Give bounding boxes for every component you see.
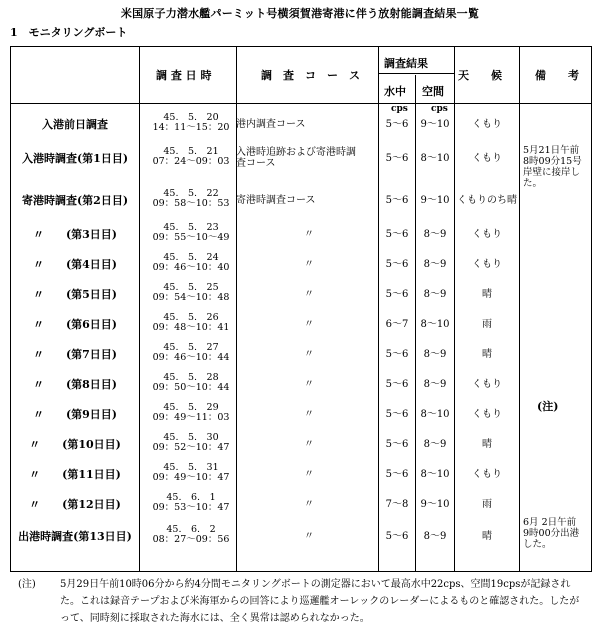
row-time-range: 09：49～10：47 — [152, 472, 230, 483]
remark-line: た。 — [523, 178, 543, 189]
row-water-cps: 5～6 — [385, 229, 409, 240]
header-rule — [378, 73, 454, 74]
header-course: 調 査 コ ー ス — [261, 69, 360, 82]
row-time-range: 09：50～10：44 — [152, 382, 230, 393]
row-weather: 晴 — [482, 349, 492, 360]
row-air-cps: 8～10 — [420, 153, 450, 164]
row-course: 〃 — [304, 469, 314, 480]
row-course: 〃 — [304, 439, 314, 450]
remark-line: 9時00分出港 — [523, 528, 580, 539]
row-weather: くもり — [472, 259, 502, 270]
row-date: 45. 5. 23 — [163, 222, 219, 233]
header-water: 水中 — [384, 85, 406, 98]
row-water-cps: 5～6 — [385, 349, 409, 360]
row-date: 45. 5. 27 — [163, 342, 219, 353]
row-time-range: 09：55～10～49 — [152, 232, 230, 243]
row-time-range: 08：27～09：56 — [152, 534, 230, 545]
row-weather: 晴 — [482, 531, 492, 542]
row-date: 45. 5. 25 — [163, 282, 219, 293]
remark-line: した。 — [523, 539, 552, 550]
column-rule — [519, 47, 520, 571]
row-date: 45. 5. 26 — [163, 312, 219, 323]
row-weather: くもり — [472, 409, 502, 420]
row-time-range: 09：49～11：03 — [152, 412, 230, 423]
row-air-cps: 8～10 — [420, 469, 450, 480]
row-water-cps: 5～6 — [385, 119, 409, 130]
row-weather: くもり — [472, 379, 502, 390]
row-date: 45. 5. 31 — [163, 462, 219, 473]
header-remarks: 備 考 — [535, 69, 579, 82]
header-date: 調 査 日 時 — [156, 69, 212, 82]
document-title: 米国原子力潜水艦パーミット号横須賀港寄港に伴う放射能調査結果一覧 — [120, 7, 480, 20]
remark-berthing — [523, 145, 582, 189]
row-air-cps: 8～9 — [423, 259, 447, 270]
row-survey-name: 〃 (第12日目) — [29, 498, 121, 511]
row-survey-name: 〃 (第6日目) — [32, 318, 118, 331]
row-time-range: 07：24～09：03 — [152, 156, 230, 167]
remark-line: 8時09分15号 — [523, 156, 582, 167]
unit-air: cps — [431, 104, 448, 114]
row-water-cps: 7～8 — [385, 499, 409, 510]
row-water-cps: 5～6 — [385, 289, 409, 300]
row-date: 45. 5. 29 — [163, 402, 219, 413]
row-course: 〃 — [304, 409, 314, 420]
row-course: 〃 — [304, 319, 314, 330]
row-survey-name: 〃 (第8日目) — [32, 378, 118, 391]
section-heading: 1 モニタリングボート — [10, 26, 128, 39]
remark-note-ref: (注) — [537, 400, 559, 413]
row-survey-name: 〃 (第5日目) — [32, 288, 118, 301]
row-course-cont: 査コース — [236, 158, 276, 169]
header-air: 空間 — [422, 85, 444, 98]
row-time-range: 09：58～10：53 — [152, 198, 230, 209]
row-survey-name: 出港時調査(第13日目) — [18, 530, 132, 543]
header-weather: 天 候 — [458, 69, 502, 82]
remark-line: 5月21日午前 — [523, 145, 580, 156]
row-survey-name: 〃 (第11日目) — [29, 468, 121, 481]
header-results: 調査結果 — [384, 57, 428, 70]
row-time-range: 14：11～15：20 — [152, 122, 230, 133]
row-air-cps: 9～10 — [420, 195, 450, 206]
row-date: 45. 6. 2 — [166, 524, 216, 535]
footnote-text: 5月29日午前10時06分から約4分間モニタリングボートの測定器において最高水中22cps、空間19cpsが記録された。これは録音テープおよび米海軍からの回答により巡邏艦オーレックのレーダーによるものと確認された。したがって、同時刻に採取された海水には、全く異常は認められなかった。 — [60, 579, 580, 624]
row-air-cps: 8～9 — [423, 349, 447, 360]
footnote — [18, 576, 588, 627]
row-survey-name: 〃 (第9日目) — [32, 408, 118, 421]
row-water-cps: 5～6 — [385, 531, 409, 542]
row-survey-name: 〃 (第7日目) — [32, 348, 118, 361]
row-air-cps: 8～9 — [423, 289, 447, 300]
row-course: 〃 — [304, 229, 314, 240]
row-air-cps: 8～9 — [423, 229, 447, 240]
row-water-cps: 5～6 — [385, 259, 409, 270]
row-time-range: 09：46～10：44 — [152, 352, 230, 363]
row-air-cps: 9～10 — [420, 499, 450, 510]
unit-water: cps — [391, 104, 408, 114]
row-course: 〃 — [304, 289, 314, 300]
row-date: 45. 5. 20 — [163, 112, 219, 123]
row-air-cps: 8～10 — [420, 409, 450, 420]
row-weather: 雨 — [482, 499, 492, 510]
row-water-cps: 5～6 — [385, 153, 409, 164]
row-survey-name: 〃 (第10日目) — [29, 438, 121, 451]
footnote-label: (注) — [18, 579, 36, 590]
remark-departure — [523, 517, 579, 550]
row-time-range: 09：52～10：47 — [152, 442, 230, 453]
row-weather: くもり — [472, 119, 502, 130]
row-air-cps: 8～9 — [423, 379, 447, 390]
row-water-cps: 6～7 — [385, 319, 409, 330]
row-air-cps: 8～10 — [420, 319, 450, 330]
row-survey-name: 入港時調査(第1日目) — [21, 152, 129, 165]
row-time-range: 09：53～10：47 — [152, 502, 230, 513]
row-date: 45. 5. 28 — [163, 372, 219, 383]
row-water-cps: 5～6 — [385, 409, 409, 420]
row-survey-name: 〃 (第4日目) — [32, 258, 118, 271]
header-bottom-rule — [11, 103, 591, 104]
row-date: 45. 5. 24 — [163, 252, 219, 263]
row-time-range: 09：48～10：41 — [152, 322, 230, 333]
row-water-cps: 5～6 — [385, 379, 409, 390]
row-survey-name: 寄港時調査(第2日目) — [21, 194, 129, 207]
remark-line: 岸壁に接岸し — [523, 167, 581, 178]
row-weather: くもりのち晴 — [457, 195, 517, 206]
row-water-cps: 5～6 — [385, 469, 409, 480]
row-weather: 晴 — [482, 439, 492, 450]
row-weather: 晴 — [482, 289, 492, 300]
row-survey-name: 〃 (第3日目) — [32, 228, 118, 241]
row-weather: 雨 — [482, 319, 492, 330]
row-date: 45. 6. 1 — [166, 492, 216, 503]
column-rule — [139, 47, 140, 571]
row-water-cps: 5～6 — [385, 195, 409, 206]
row-date: 45. 5. 21 — [163, 146, 219, 157]
row-course: 〃 — [304, 259, 314, 270]
row-course: 〃 — [304, 349, 314, 360]
row-course: 港内調査コース — [236, 119, 306, 130]
row-time-range: 09：46～10：40 — [152, 262, 230, 273]
row-date: 45. 5. 22 — [163, 188, 219, 199]
row-weather: くもり — [472, 229, 502, 240]
row-survey-name: 入港前日調査 — [42, 118, 108, 131]
row-course: 〃 — [304, 531, 314, 542]
row-air-cps: 8～9 — [423, 439, 447, 450]
row-weather: くもり — [472, 153, 502, 164]
row-weather: くもり — [472, 469, 502, 480]
remark-line: 6月 2日午前 — [523, 517, 577, 528]
row-course: 〃 — [304, 379, 314, 390]
row-time-range: 09：54～10：48 — [152, 292, 230, 303]
row-course: 寄港時調査コース — [236, 195, 316, 206]
row-air-cps: 9～10 — [420, 119, 450, 130]
results-table — [10, 46, 592, 572]
row-water-cps: 5～6 — [385, 439, 409, 450]
row-course: 入港時追跡および寄港時調 — [236, 147, 356, 158]
row-air-cps: 8～9 — [423, 531, 447, 542]
row-date: 45. 5. 30 — [163, 432, 219, 443]
row-course: 〃 — [304, 499, 314, 510]
